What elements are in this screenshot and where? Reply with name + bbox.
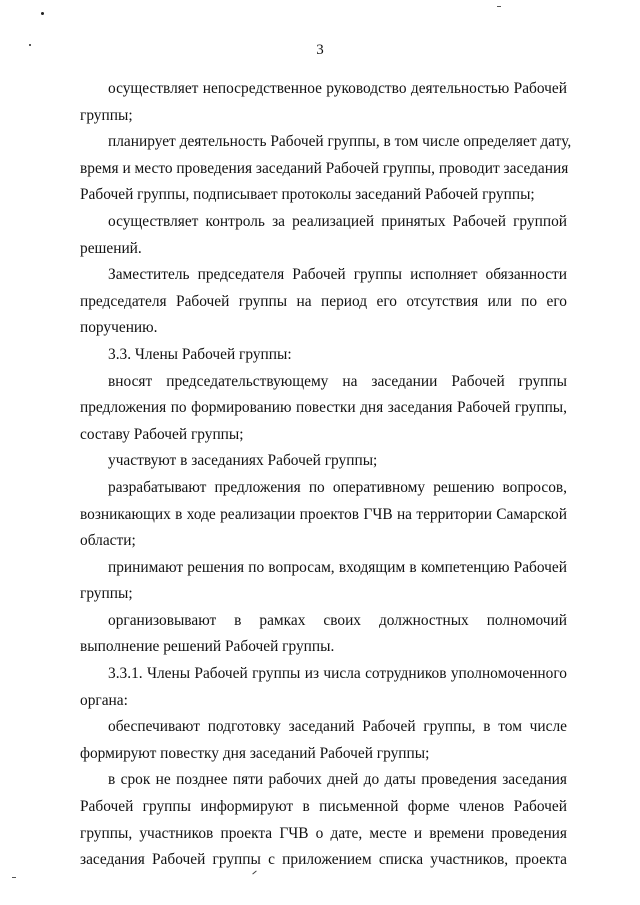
text-line: предложения по формированию повестки дня заседания Рабочей группы, (80, 399, 567, 417)
text-line: группы; (80, 585, 133, 603)
text-line: Рабочей группы информируют в письменной форме членов Рабочей (80, 798, 567, 816)
text-line: участвуют в заседаниях Рабочей группы; (108, 452, 378, 470)
page-number: 3 (316, 42, 324, 58)
text-line: время и место проведения заседаний Рабочей группы, проводит заседания (80, 159, 569, 177)
text-line: планирует деятельность Рабочей группы, в том числе определяет дату, (108, 133, 572, 151)
text-line: 3.3. Члены Рабочей группы: (108, 345, 292, 363)
text-line: осуществляет непосредственное руководство деятельностью Рабочей (108, 80, 567, 97)
text-line: возникающих в ходе реализации проектов ГЧВ на территории Самарской (80, 505, 567, 523)
text-line: в срок не позднее пяти рабочих дней до даты проведения заседания (108, 771, 567, 789)
text-line: поручению. (80, 319, 158, 337)
text-line: обеспечивают подготовку заседаний Рабочей группы, в том числе (108, 718, 567, 736)
text-line: организовывают в рамках своих должностных полномочий (108, 611, 567, 629)
text-line: области; (80, 532, 136, 550)
text-line: принимают решения по вопросам, входящим в компетенцию Рабочей (108, 558, 567, 576)
text-line: группы, участников проекта ГЧВ о дате, месте и времени проведения (80, 824, 567, 842)
text-line: заседания Рабочей группы с приложением списка участников, проекта (80, 851, 567, 869)
text-line: составу Рабочей группы; (80, 425, 244, 443)
scan-dot-top-left (41, 12, 44, 15)
text-line: органа: (80, 691, 128, 709)
text-line: группы; (80, 106, 133, 124)
text-line: 3.3.1. Члены Рабочей группы из числа сотрудников уполномоченного (108, 665, 567, 683)
text-line: выполнение решений Рабочей группы. (80, 638, 335, 656)
text-line: вносят председательствующему на заседании Рабочей группы (108, 372, 567, 390)
document-body (80, 76, 572, 874)
text-line: разрабатывают предложения по оперативному решению вопросов, (108, 478, 567, 496)
text-line: председателя Рабочей группы на период его отсутствия или по его (80, 292, 567, 310)
scan-speck-top-right (497, 6, 501, 7)
text-line: Заместитель председателя Рабочей группы исполняет обязанности (108, 266, 567, 284)
text-line: осуществляет контроль за реализацией принятых Рабочей группой (108, 212, 567, 230)
text-line: решений. (80, 239, 142, 257)
text-line: формируют повестку дня заседаний Рабочей группы; (80, 744, 430, 762)
scan-speck-bottom-left (12, 877, 16, 878)
text-line: Рабочей группы, подписывает протоколы заседаний Рабочей группы; (80, 186, 535, 204)
